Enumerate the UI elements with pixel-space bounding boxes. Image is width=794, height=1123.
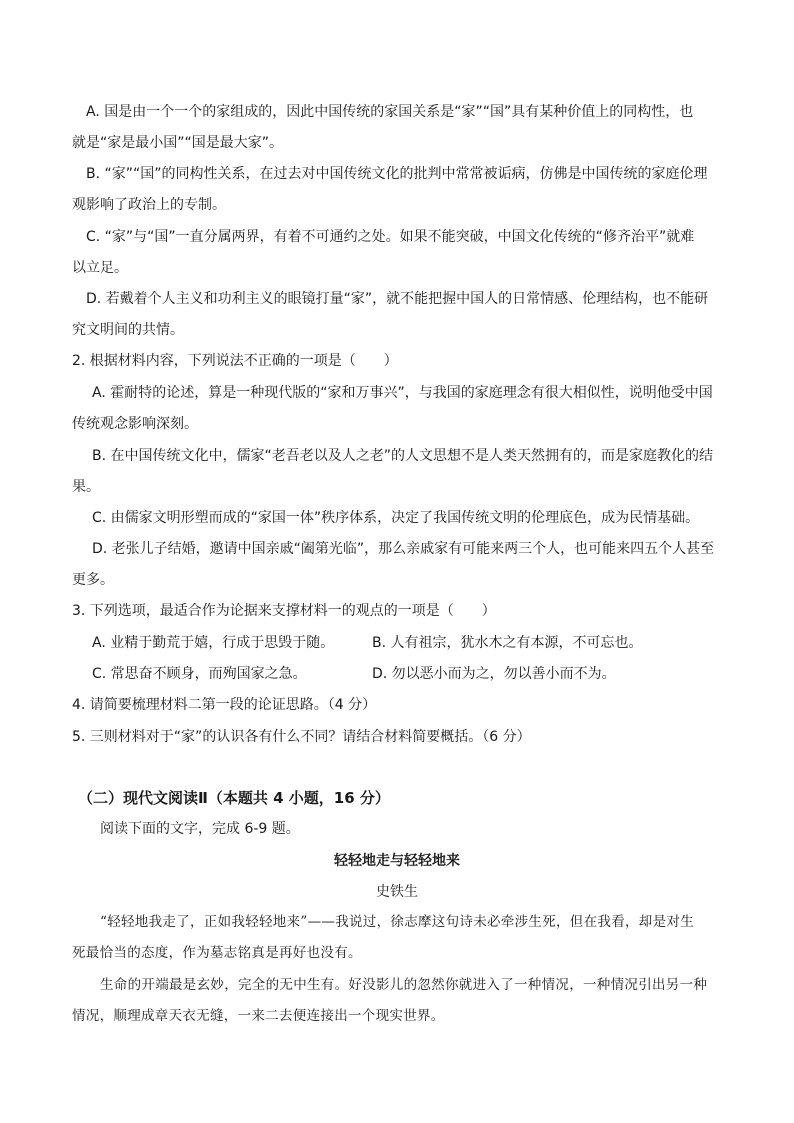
q2-stem: 2. 根据材料内容，下列说法不正确的一项是（ ） bbox=[72, 353, 398, 369]
q2-option-d-line2: 更多。 bbox=[72, 572, 114, 588]
q1-option-b-line2: 观影响了政治上的专制。 bbox=[72, 197, 226, 213]
q2-option-b-line1: B. 在中国传统文化中，儒家“老吾老以及人之老”的人文思想不是人类天然拥有的，而是家庭教化的结 bbox=[92, 448, 714, 464]
q1-option-c-line1: C. “家”与“国”一直分属两界，有着不可通约之处。如果不能突破，中国文化传统的“修齐治平”就难 bbox=[86, 229, 695, 245]
q5-stem: 5. 三则材料对于“家”的认识各有什么不同？请结合材料简要概括。（6 分） bbox=[72, 729, 531, 745]
q2-option-a-line2: 传统观念影响深刻。 bbox=[72, 416, 198, 432]
q2-option-d-line1: D. 老张儿子结婚，邀请中国亲戚“阖第光临”，那么亲戚家有可能来两三个人，也可能来四五个人甚至 bbox=[92, 541, 715, 557]
q1-option-b-line1: B. “家”“国”的同构性关系，在过去对中国传统文化的批判中常常被诟病，仿佛是中国传统的家庭伦理 bbox=[86, 166, 708, 182]
q2-option-c-line1: C. 由儒家文明形塑而成的“家国一体”秩序体系，决定了我国传统文明的伦理底色，成为民情基础。 bbox=[92, 510, 700, 526]
q2-option-a-line1: A. 霍耐特的论述，算是一种现代版的“家和万事兴”，与我国的家庭理念有很大相似性，说明他受中国 bbox=[92, 385, 713, 401]
section2-instruction: 阅读下面的文字，完成 6-9 题。 bbox=[100, 821, 300, 837]
q1-option-a-line1: A. 国是由一个一个的家组成的，因此中国传统的家国关系是“家”“国”具有某种价值上的同构性，也 bbox=[86, 104, 694, 120]
q3-stem: 3. 下列选项，最适合作为论据来支撑材料一的观点的一项是（ ） bbox=[72, 603, 496, 619]
q1-option-d-line1: D. 若戴着个人主义和功利主义的眼镜打量“家”，就不能把握中国人的日常情感、伦理结构，也不能研 bbox=[86, 291, 709, 307]
q3-option-d: D. 勿以恶小而为之，勿以善小而不为。 bbox=[372, 666, 616, 682]
passage-p1-line1: “轻轻地我走了，正如我轻轻地来”——我说过，徐志摩这句诗未必牵涉生死，但在我看，却是对生 bbox=[100, 914, 695, 930]
q1-option-d-line2: 究文明间的共情。 bbox=[72, 322, 184, 338]
section2-heading: （二）现代文阅读Ⅱ（本题共 4 小题，16 分） bbox=[78, 789, 390, 807]
q2-option-b-line2: 果。 bbox=[72, 479, 100, 495]
q3-option-a: A. 业精于勤荒于嬉，行成于思毁于随。 bbox=[92, 635, 335, 651]
passage-title: 轻轻地走与轻轻地来 bbox=[334, 853, 460, 869]
q1-option-c-line2: 以立足。 bbox=[72, 260, 128, 276]
passage-author: 史铁生 bbox=[376, 884, 418, 900]
q3-option-c: C. 常思奋不顾身，而殉国家之急。 bbox=[92, 666, 307, 682]
q1-option-a-line2: 就是“家是最小国”“国是最大家”。 bbox=[72, 135, 284, 151]
q3-option-b: B. 人有祖宗，犹水木之有本源，不可忘也。 bbox=[372, 635, 643, 651]
passage-p2-line1: 生命的开端最是玄妙，完全的无中生有。好没影儿的忽然你就进入了一种情况，一种情况引出另一种 bbox=[100, 977, 708, 993]
passage-p1-line2: 死最恰当的态度，作为墓志铭真是再好也没有。 bbox=[72, 945, 362, 961]
passage-p2-line2: 情况，顺理成章天衣无缝，一来二去便连接出一个现实世界。 bbox=[72, 1008, 445, 1024]
q4-stem: 4. 请简要梳理材料二第一段的论证思路。（4 分） bbox=[72, 697, 377, 713]
